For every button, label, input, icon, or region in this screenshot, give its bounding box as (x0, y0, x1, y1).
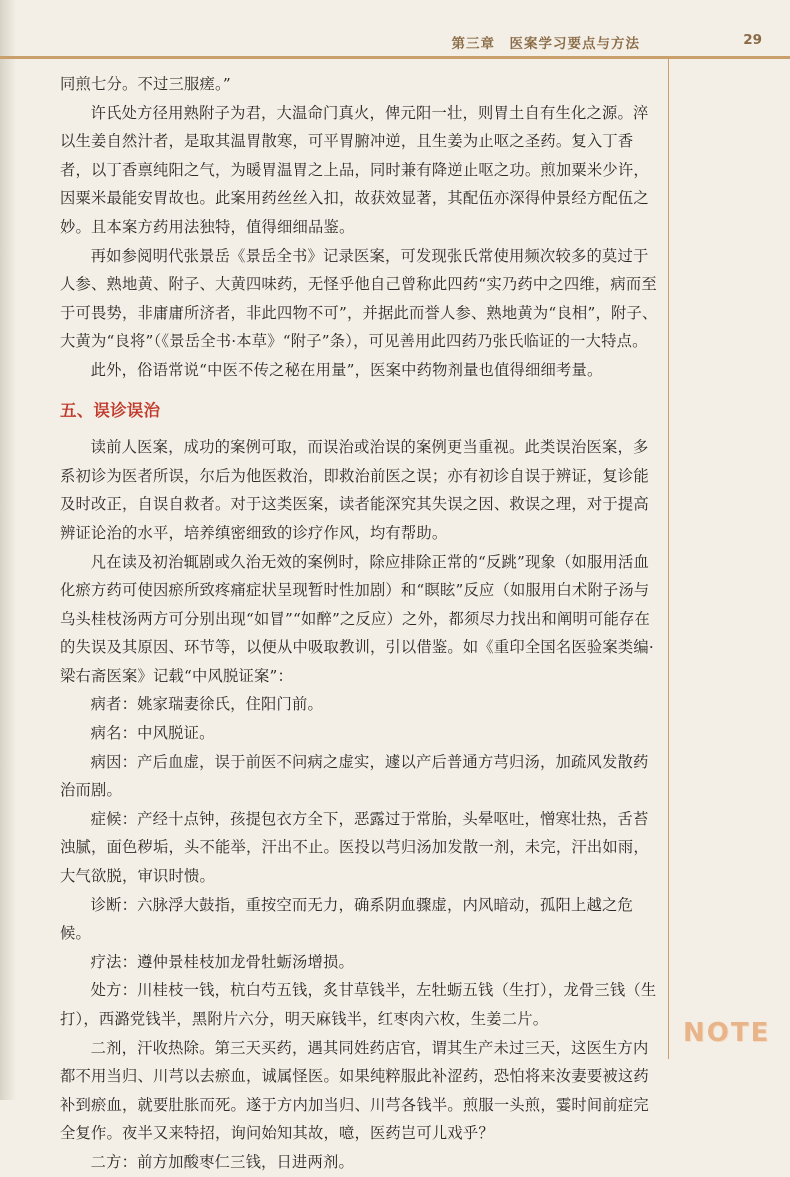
paragraph: 读前人医案，成功的案例可取，而误治或治误的案例更当重视。此类误治医案，多系初诊为医者所误，尔后为他医救治，即救治前医之误；亦有初诊自误于辨证，复诊能及时改正，自误自救者。对于这类医案，读者能深究其失误之因、救误之理，对于提高辨证论治的水平，培养缜密细致的诊疗作风，均有帮助。 (60, 438, 649, 542)
paragraph: 许氏处方径用熟附子为君，大温命门真火，俾元阳一壮，则胃土自有生化之源。淬以生姜自然汁者，是取其温胃散寒，可平胃腑冲逆，且生姜为止呕之圣药。复入丁香者，以丁香禀纯阳之气，为暖胃温胃之上品，同时兼有降逆止呕之功。煎加粟米少许，因粟米最能安胃故也。此案用药丝丝入扣，故获效显著，其配伍亦深得仲景经方配伍之妙。且本案方药用法独特，值得细细品鉴。 (60, 103, 649, 236)
case-field-cause: 病因：产后血虚，误于前医不问病之虚实，遽以产后普通方芎归汤，加疏风发散药治而剧。 (60, 752, 649, 800)
paragraph: 此外，俗语常说“中医不传之秘在用量”，医案中药物剂量也值得细细考量。 (90, 360, 603, 379)
case-field-diagnosis: 诊断：六脉浮大鼓指，重按空而无力，确系阴血骤虚，内风暗动，孤阳上越之危候。 (60, 895, 633, 943)
section-heading: 五、误诊误治 (60, 400, 161, 420)
chapter-title: 第三章 医案学习要点与方法 (451, 36, 640, 52)
header-rule (0, 56, 790, 59)
case-field-disease: 病名：中风脱证。 (90, 724, 215, 743)
paragraph: 二剂，汗收热除。第三天买药，遇其同姓药店官，谓其生产未过三天，这医生方内都不用当归、川芎以去瘀血，诚属怪医。如果纯粹服此补涩药，恐怕将来汝妻要被这药补到瘀血，就要肚胀而死。遂于方内加当归、川芎各钱半。煎服一头煎，霎时间前症完全复作。夜半又来特招，询问始知其故，噫，医药岂可儿戏乎？ (60, 1038, 649, 1143)
note-badge: NOTE (683, 1018, 771, 1048)
running-header (0, 0, 790, 60)
paragraph: 再如参阅明代张景岳《景岳全书》记录医案，可发现张氏常使用频次较多的莫过于人参、熟地黄、附子、大黄四味药，无怪乎他自己曾称此四药“实乃药中之四维，病而至于可畏势，非庸庸所济者，非此四物不可”，并据此而誉人参、熟地黄为“良相”，附子、大黄为“良将”（《景岳全书·本草》“附子”条），可见善用此四药乃张氏临证的一大特点。 (60, 246, 658, 351)
case-field-symptoms: 症候：产经十点钟，孩提包衣方全下，恶露过于常胎，头晕呕吐，憎寒壮热，舌苔浊腻，面色秽垢，头不能举，汗出不止。医投以芎归汤加发散一剂，未完，汗出如雨，大气欲脱，审识时愦。 (60, 809, 649, 886)
margin-rule (668, 59, 669, 1059)
paragraph: 同煎七分。不过三服瘥。” (60, 75, 231, 93)
case-field-therapy: 疗法：遵仲景桂枝加龙骨牡蛎汤增损。 (90, 952, 355, 971)
page-number: 29 (743, 32, 762, 48)
body-text (60, 70, 660, 1177)
paragraph: 凡在读及初治辄剧或久治无效的案例时，除应排除正常的“反跳”现象（如服用活血化瘀方药可使因瘀所致疼痛症状呈现暂时性加剧）和“瞑眩”反应（如服用白术附子汤与乌头桂枝汤两方可分别出现“如冒”“如醉”之反应）之外，都须尽力找出和阐明可能存在的失误及其原因、环节等，以便从中吸取教训，引以借鉴。如《重印全国名医验案类编·梁右斋医案》记载“中风脱证案”： (60, 552, 654, 685)
page-gutter-shadow (0, 0, 16, 1100)
case-field-prescription: 处方：川桂枝一钱，杭白芍五钱，炙甘草钱半，左牡蛎五钱（生打），龙骨三钱（生打），西潞党钱半，黑附片六分，明天麻钱半，红枣肉六枚，生姜二片。 (60, 981, 657, 1028)
case-field-patient: 病者：姚家瑞妻徐氏，住阳门前。 (90, 695, 324, 714)
case-field-second-prescription: 二方：前方加酸枣仁三钱，日进两剂。 (90, 1152, 355, 1171)
